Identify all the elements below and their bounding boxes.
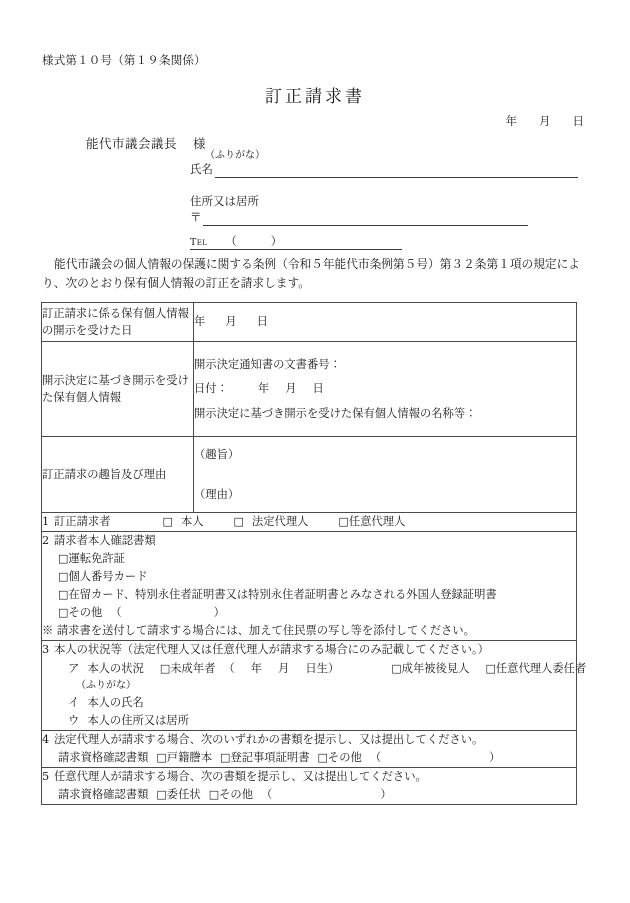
purpose-reason-label: 訂正請求の趣旨及び理由 [42, 437, 194, 513]
section-2-item-other [42, 604, 576, 622]
section-3-option-delegator: 任意代理人委任者 [495, 661, 587, 675]
section-2-item-label: 在留カード、特別永住者証明書又は特別永住者証明書とみなされる外国人登録証明書 [68, 588, 497, 602]
checkbox-icon[interactable]: □ [162, 515, 173, 528]
request-detail-table [41, 302, 587, 805]
section-3-a-marker: ア [68, 661, 80, 675]
checkbox-icon[interactable]: □ [317, 750, 328, 764]
section-2-item-residence-card [42, 586, 576, 604]
date-month-label: 月 [539, 114, 551, 128]
section-1-number: 1 [42, 515, 50, 528]
section-2-note: ※ 請求書を送付して請求する場合には、加えて住民票の写し等を添付してください。 [42, 624, 475, 638]
checkbox-icon[interactable]: □ [220, 750, 231, 764]
section-3-i-marker: イ [68, 695, 80, 709]
disclosure-date-lead: 日付： [194, 382, 228, 396]
section-5-voluntary-representative [42, 767, 577, 804]
section-4-options-line [42, 749, 576, 767]
section-2-item-driver-license [42, 550, 576, 568]
telephone-parenthesis: （ ） [225, 234, 283, 248]
table-row [42, 730, 577, 767]
postal-mark-icon: 〒 [190, 210, 202, 224]
submission-date-line [0, 113, 584, 129]
paren-close: ） [489, 750, 501, 764]
paren-open: （ [261, 787, 273, 801]
section-3-option-guardian: 成年被後見人 [401, 661, 470, 675]
section-4-number: 4 [42, 732, 50, 746]
checkbox-icon[interactable]: □ [58, 570, 69, 584]
form-number: 様式第１０号（第１９条関係） [42, 53, 206, 67]
section-5-doc-label: 請求資格確認書類 [58, 787, 149, 801]
intro-paragraph: 能代市議会の個人情報の保護に関する条例（令和５年能代市条例第５号）第３２条第１項の規定により、次のとおり保有個人情報の訂正を請求します。 [42, 257, 580, 290]
section-3-title: 本人の状況等（法定代理人又は任意代理人が請求する場合にのみ記載してください。） [54, 643, 489, 657]
section-3-item-u [42, 712, 576, 730]
postal-field-row [190, 209, 528, 226]
section-1-option-self: 本人 [180, 515, 204, 528]
birth-day-label: 日生） [305, 661, 340, 675]
checkbox-icon[interactable]: □ [233, 515, 244, 528]
checkbox-icon[interactable]: □ [208, 787, 220, 801]
paren-close: ） [213, 606, 225, 620]
checkbox-icon[interactable]: □ [156, 750, 167, 764]
section-3-title-line [42, 641, 576, 659]
name-field-row [190, 161, 578, 178]
table-row [42, 641, 577, 730]
purpose-reason-sublabel: （理由） [194, 487, 240, 501]
checkbox-icon[interactable]: □ [58, 588, 69, 602]
section-1-option-legal: 法定代理人 [251, 515, 309, 528]
telephone-label: Tel [190, 237, 208, 248]
birth-year-label: 年 [250, 661, 263, 675]
section-3-item-i [42, 694, 576, 712]
section-1-line [42, 513, 576, 531]
purpose-subject-label: （趣旨） [194, 448, 240, 461]
purpose-reason-value[interactable] [194, 437, 577, 513]
section-2-identity-documents [42, 532, 577, 641]
table-row [42, 303, 577, 342]
table-row [42, 437, 577, 513]
checkbox-icon[interactable]: □ [156, 787, 167, 801]
section-5-option-other: その他 [219, 787, 254, 801]
section-1-option-voluntary: 任意代理人 [348, 515, 406, 528]
disclosed-info-value[interactable] [194, 342, 577, 437]
table-row [42, 767, 577, 804]
checkbox-icon[interactable]: □ [338, 515, 349, 528]
disclosure-date-value[interactable] [194, 303, 577, 342]
address-label: 住所又は居所 [190, 194, 259, 208]
section-3-furigana-label: （ふりがな） [76, 679, 136, 691]
section-3-item-a [42, 660, 587, 678]
addressee-honorific: 様 [193, 136, 207, 151]
section-4-option-touki: 登記事項証明書 [230, 750, 310, 764]
section-2-title-line [42, 532, 576, 550]
section-2-item-label: 運転免許証 [68, 552, 125, 566]
section-3-number: 3 [42, 643, 50, 657]
disclosure-doc-number-line: 開示決定通知書の文書番号： [194, 357, 341, 371]
section-4-title-line [42, 731, 576, 749]
telephone-field-row[interactable] [190, 233, 402, 250]
section-2-number: 2 [42, 534, 50, 548]
checkbox-icon[interactable]: □ [485, 661, 496, 675]
section-3-u-marker: ウ [68, 713, 80, 727]
address-input-rule[interactable] [203, 212, 529, 226]
section-1-requester [42, 513, 577, 532]
paren-close: ） [380, 787, 392, 801]
section-1-title: 訂正請求者 [54, 515, 111, 528]
checkbox-icon[interactable]: □ [159, 661, 171, 675]
section-4-option-koseki: 戸籍謄本 [166, 750, 212, 764]
disclosure-date-label: 訂正請求に係る保有個人情報の開示を受けた日 [42, 303, 194, 342]
name-input-rule[interactable] [215, 164, 578, 178]
table-row [42, 513, 577, 532]
section-4-doc-label: 請求資格確認書類 [58, 750, 149, 764]
disclosure-date-year: 年 [194, 315, 206, 329]
table-row [42, 532, 577, 641]
checkbox-icon[interactable]: □ [58, 606, 69, 620]
section-3-u-label: 本人の住所又は居所 [87, 713, 189, 727]
disclosure-date-day: 日 [256, 315, 268, 329]
section-3-i-label: 本人の氏名 [87, 695, 144, 709]
disclosure-line-day: 日 [312, 382, 324, 396]
section-3-option-minor: 未成年者 [170, 661, 216, 675]
disclosure-date-month: 月 [225, 315, 237, 329]
disclosure-name-line: 開示決定に基づき開示を受けた保有個人情報の名称等： [194, 406, 477, 420]
section-2-other-label: その他 [68, 606, 103, 620]
section-5-title-line [42, 768, 576, 786]
section-5-option-ininjo: 委任状 [166, 787, 201, 801]
furigana-label: （ふりがな） [205, 150, 265, 161]
date-day-label: 日 [572, 114, 584, 128]
paren-open: （ [369, 750, 382, 764]
date-year-label: 年 [505, 114, 517, 128]
section-4-title: 法定代理人が請求する場合、次のいずれかの書類を提示し、又は提出してください。 [54, 732, 484, 746]
birth-month-label: 月 [278, 661, 290, 675]
name-label: 氏名 [190, 162, 213, 176]
section-2-item-mynumber-card [42, 568, 576, 586]
section-5-options-line [42, 786, 576, 804]
section-4-legal-representative [42, 730, 577, 767]
disclosure-line-year: 年 [257, 382, 270, 396]
section-3-a-label: 本人の状況 [87, 661, 144, 675]
addressee-name: 能代市議会議長 [86, 136, 178, 151]
section-2-item-label: 個人番号カード [68, 570, 148, 584]
disclosure-line-month: 月 [285, 382, 297, 396]
section-3-principal-status [42, 641, 587, 730]
section-5-title: 任意代理人が請求する場合、次の書類を提示し、又は提出してください。 [54, 769, 427, 783]
disclosure-date-line [194, 380, 576, 398]
section-4-option-other: その他 [327, 750, 362, 764]
addressee [86, 134, 206, 152]
checkbox-icon[interactable]: □ [391, 661, 402, 675]
section-5-number: 5 [42, 769, 50, 783]
page-title: 訂正請求書 [265, 87, 365, 107]
section-2-title: 請求者本人確認書類 [54, 534, 156, 548]
paren-open: （ [223, 661, 235, 675]
paren-open: （ [110, 606, 122, 620]
disclosed-info-label: 開示決定に基づき開示を受けた保有個人情報 [42, 342, 194, 437]
table-row [42, 342, 577, 437]
checkbox-icon[interactable]: □ [58, 552, 69, 566]
